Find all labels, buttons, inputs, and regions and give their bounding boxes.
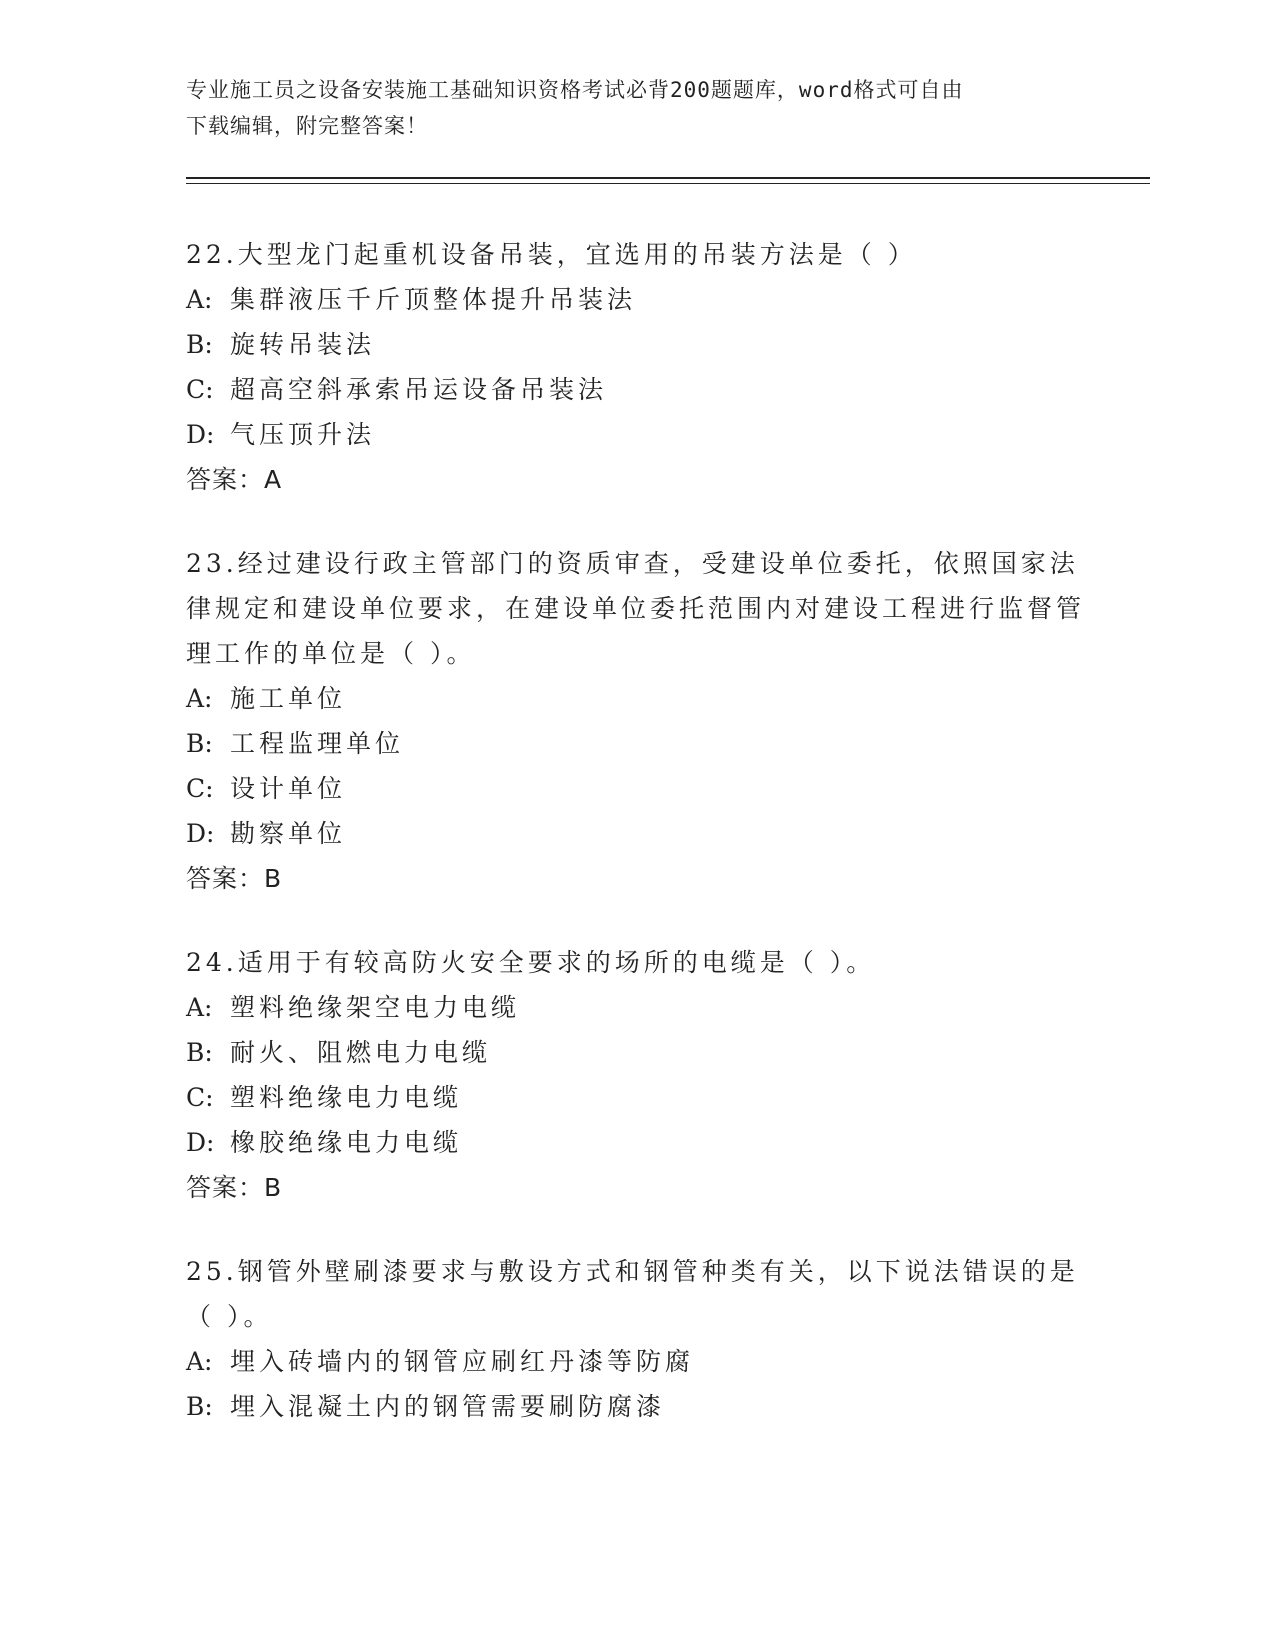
option-text: 设计单位 (230, 774, 347, 803)
option-c (186, 766, 1086, 811)
question-22 (186, 232, 1086, 502)
option-key: B: (186, 729, 213, 758)
question-text (186, 940, 1086, 985)
option-key: A: (186, 993, 213, 1022)
option-text: 旋转吊装法 (230, 330, 376, 359)
option-key: C: (186, 1083, 214, 1112)
question-number: 25. (186, 1257, 238, 1286)
option-text: 塑料绝缘架空电力电缆 (230, 993, 521, 1022)
answer-line: 答案：B (186, 1173, 283, 1202)
option-key: A: (186, 285, 213, 314)
question-stem: 钢管外壁刷漆要求与敷设方式和钢管种类有关，以下说法错误的是（ ）。 (186, 1257, 1079, 1331)
answer-line: 答案：B (186, 864, 283, 893)
option-b (186, 1384, 1086, 1429)
option-c (186, 1075, 1086, 1120)
option-text: 埋入混凝土内的钢管需要刷防腐漆 (230, 1392, 666, 1421)
question-stem: 大型龙门起重机设备吊装，宜选用的吊装方法是（ ） (237, 240, 917, 269)
question-stem: 适用于有较高防火安全要求的场所的电缆是（ ）。 (237, 948, 876, 977)
question-25 (186, 1249, 1086, 1429)
option-text: 施工单位 (230, 684, 347, 713)
option-key: B: (186, 330, 213, 359)
option-key: D: (186, 819, 215, 848)
option-text: 集群液压千斤顶整体提升吊装法 (230, 285, 637, 314)
header-divider-thick (186, 177, 1150, 179)
question-23 (186, 541, 1086, 901)
option-c (186, 367, 1086, 412)
option-text: 超高空斜承索吊运设备吊装法 (230, 375, 608, 404)
question-stem: 经过建设行政主管部门的资质审查，受建设单位委托，依照国家法律规定和建设单位要求，在建设单位委托范围内对建设工程进行监督管理工作的单位是（ ）。 (186, 549, 1086, 668)
option-key: B: (186, 1392, 213, 1421)
option-a (186, 985, 1086, 1030)
question-number: 23. (186, 549, 238, 578)
option-text: 工程监理单位 (230, 729, 405, 758)
option-d (186, 811, 1086, 856)
option-b (186, 322, 1086, 367)
option-b (186, 1030, 1086, 1075)
option-d (186, 1120, 1086, 1165)
answer-line: 答案：A (186, 465, 283, 494)
question-number: 22. (186, 240, 238, 269)
question-text (186, 541, 1086, 676)
option-text: 埋入砖墙内的钢管应刷红丹漆等防腐 (230, 1347, 695, 1376)
option-text: 气压顶升法 (230, 420, 376, 449)
header-line-2: 下载编辑，附完整答案！ (186, 114, 428, 138)
question-text (186, 232, 1086, 277)
header-line-1: 专业施工员之设备安装施工基础知识资格考试必背200题题库，word格式可自由 (186, 78, 964, 102)
option-d (186, 412, 1086, 457)
option-a (186, 676, 1086, 721)
question-24 (186, 940, 1086, 1210)
option-key: D: (186, 1128, 215, 1157)
option-key: A: (186, 684, 213, 713)
option-key: C: (186, 375, 214, 404)
option-text: 塑料绝缘电力电缆 (230, 1083, 463, 1112)
option-text: 勘察单位 (230, 819, 347, 848)
option-a (186, 1339, 1086, 1384)
header-divider-thin (186, 183, 1150, 184)
option-key: B: (186, 1038, 213, 1067)
option-key: D: (186, 420, 215, 449)
document-header (186, 72, 1066, 144)
option-b (186, 721, 1086, 766)
question-text (186, 1249, 1086, 1339)
option-text: 橡胶绝缘电力电缆 (230, 1128, 463, 1157)
question-list (186, 232, 1086, 1468)
option-key: C: (186, 774, 214, 803)
option-a (186, 277, 1086, 322)
option-key: A: (186, 1347, 213, 1376)
option-text: 耐火、阻燃电力电缆 (230, 1038, 492, 1067)
question-number: 24. (186, 948, 238, 977)
